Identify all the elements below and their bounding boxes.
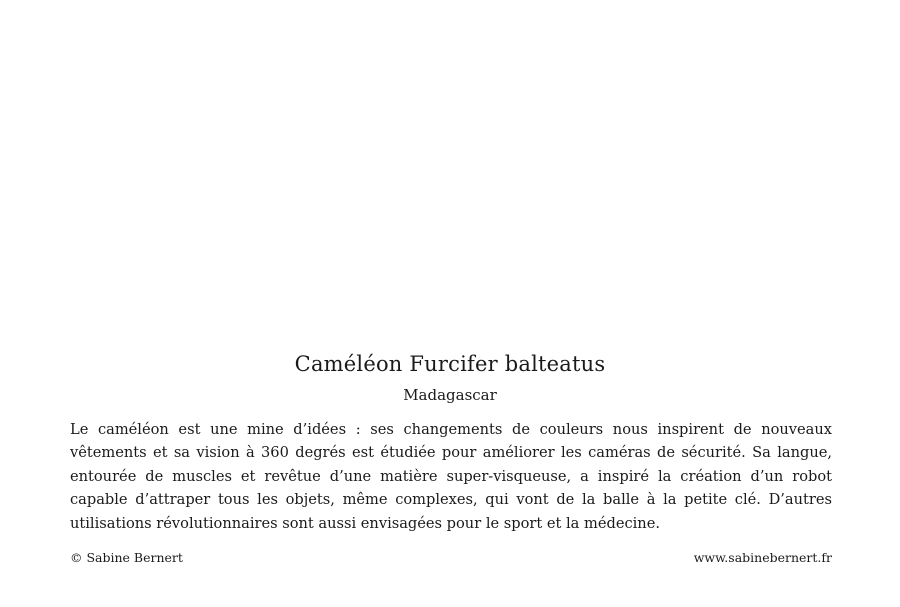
caption-location: Madagascar [403,386,497,404]
caption-description: Le caméléon est une mine d’idées : ses changements de couleurs nous inspirent de nouveaux vêtements et sa vision à 360 degrés est étudiée pour améliorer les caméras de sécurité. Sa langue, entourée de muscles et revêtue d’une matière super-visqueuse, a inspiré la création d’un robot capable d’attraper tous les objets, même complexes, qui vont de la balle à la petite clé. D’autres utilisations révolutionnaires sont aussi envisagées pour le sport et la médecine. [70,421,832,532]
caption-title: Caméléon Furcifer balteatus [294,352,606,376]
copyright-credit: © Sabine Bernert [70,550,183,565]
website-url: www.sabinebernert.fr [693,550,832,565]
